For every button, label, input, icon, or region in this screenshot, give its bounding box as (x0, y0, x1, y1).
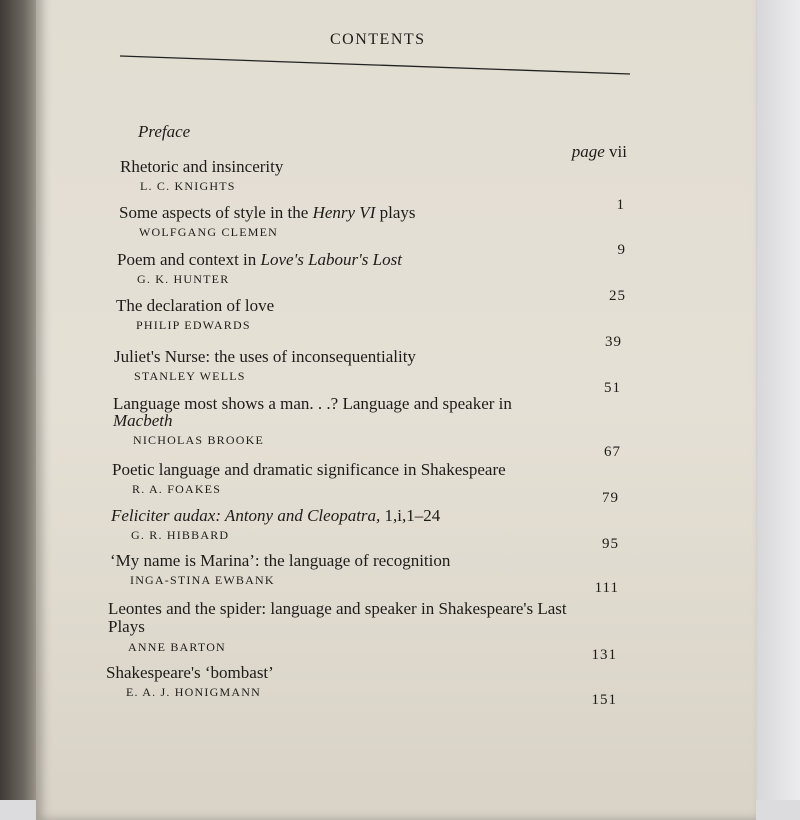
page-number: 131 (591, 647, 617, 663)
page-number: 25 (609, 288, 626, 304)
entry-title: Feliciter audax: Antony and Cleopatra, 1,i,1–24 (111, 506, 441, 525)
heading-rule (0, 0, 800, 100)
entry-title: ‘My name is Marina’: the language of recognition (110, 551, 451, 570)
toc-entry (110, 551, 619, 596)
entry-author: NICHOLAS BROOKE (133, 433, 265, 447)
page-label: page (571, 142, 605, 161)
entry-title: Rhetoric and insincerity (120, 157, 284, 176)
entry-title: Poetic language and dramatic significance in Shakespeare (112, 460, 506, 479)
preface-title: Preface (138, 122, 191, 141)
contents-heading: CONTENTS (330, 31, 426, 48)
entry-title: Leontes and the spider: language and speaker in Shakespeare's Last Plays (108, 599, 567, 636)
entry-author: STANLEY WELLS (134, 369, 246, 383)
toc-entry (113, 394, 621, 460)
page-number: 39 (605, 334, 622, 350)
entry-title: Some aspects of style in the Henry VI plays (119, 203, 416, 222)
toc-entry (117, 250, 626, 304)
page-number: 151 (591, 692, 617, 708)
entry-title: The declaration of love (116, 296, 275, 315)
page-number: vii (609, 142, 627, 161)
toc-entry (111, 506, 619, 552)
entry-author: INGA-STINA EWBANK (130, 573, 275, 587)
entry-author: G. K. HUNTER (137, 272, 230, 286)
entry-title: Juliet's Nurse: the uses of inconsequentiality (114, 347, 416, 366)
page-number: 111 (594, 580, 619, 596)
page-number: 67 (604, 444, 621, 460)
toc-entry (116, 296, 622, 350)
entry-author: R. A. FOAKES (132, 482, 222, 496)
page-number: 1 (616, 197, 625, 213)
toc-entry (108, 599, 617, 663)
page-number: 95 (602, 536, 619, 552)
entry-author: WOLFGANG CLEMEN (139, 225, 278, 239)
page-number: 9 (617, 242, 626, 258)
toc-entry (114, 347, 621, 396)
entry-title: Poem and context in Love's Labour's Lost (117, 250, 402, 269)
toc-entry (119, 203, 626, 258)
toc-entry (106, 663, 617, 708)
page-number: 79 (602, 490, 619, 506)
entry-author: G. R. HIBBARD (131, 528, 230, 542)
toc-entry (112, 460, 619, 506)
entry-author: ANNE BARTON (128, 640, 226, 654)
entry-author: E. A. J. HONIGMANN (126, 685, 261, 699)
entry-author: L. C. KNIGHTS (140, 179, 236, 193)
book-gutter (0, 0, 40, 800)
page-number: 51 (604, 380, 621, 396)
entry-title: Language most shows a man. . .? Language and speaker in Macbeth (113, 394, 512, 430)
entry-title: Shakespeare's ‘bombast’ (106, 663, 274, 682)
entry-author: PHILIP EDWARDS (136, 318, 251, 332)
